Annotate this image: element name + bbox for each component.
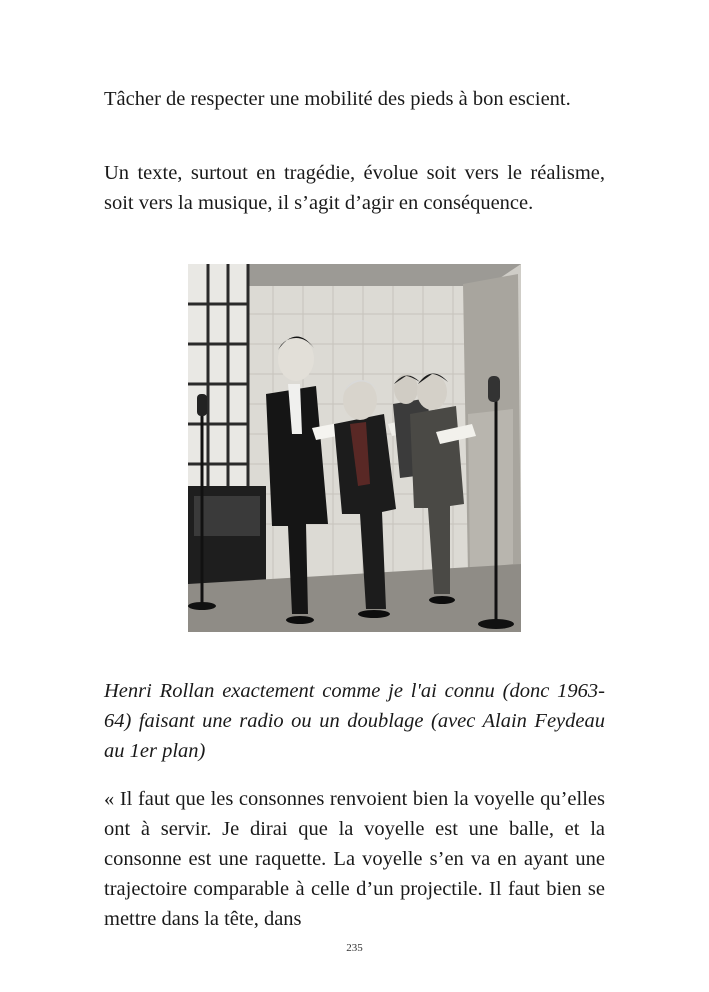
paragraph-tragedy: Un texte, surtout en tragédie, évolue soit vers le réalisme, soit vers la musique, il s’agit d’agir en conséquence. <box>104 162 605 214</box>
photo-caption: Henri Rollan exactement comme je l'ai connu (donc 1963-64) faisant une radio ou un doublage (avec Alain Feydeau au 1er plan) <box>104 680 605 762</box>
photo-illustration <box>188 264 521 632</box>
page-number: 235 <box>346 942 363 954</box>
paragraph-mobility: Tâcher de respecter une mobilité des pieds à bon escient. <box>104 88 571 110</box>
paragraph-consonnes: « Il faut que les consonnes renvoient bien la voyelle qu’elles ont à servir. Je dirai que la voyelle est une balle, et la consonne est une raquette. La voyelle s’en va en ayant une trajectoire comparable à celle d’un projectile. Il faut bien se mettre dans la tête, dans <box>104 788 605 930</box>
recording-studio-photo <box>188 264 521 632</box>
